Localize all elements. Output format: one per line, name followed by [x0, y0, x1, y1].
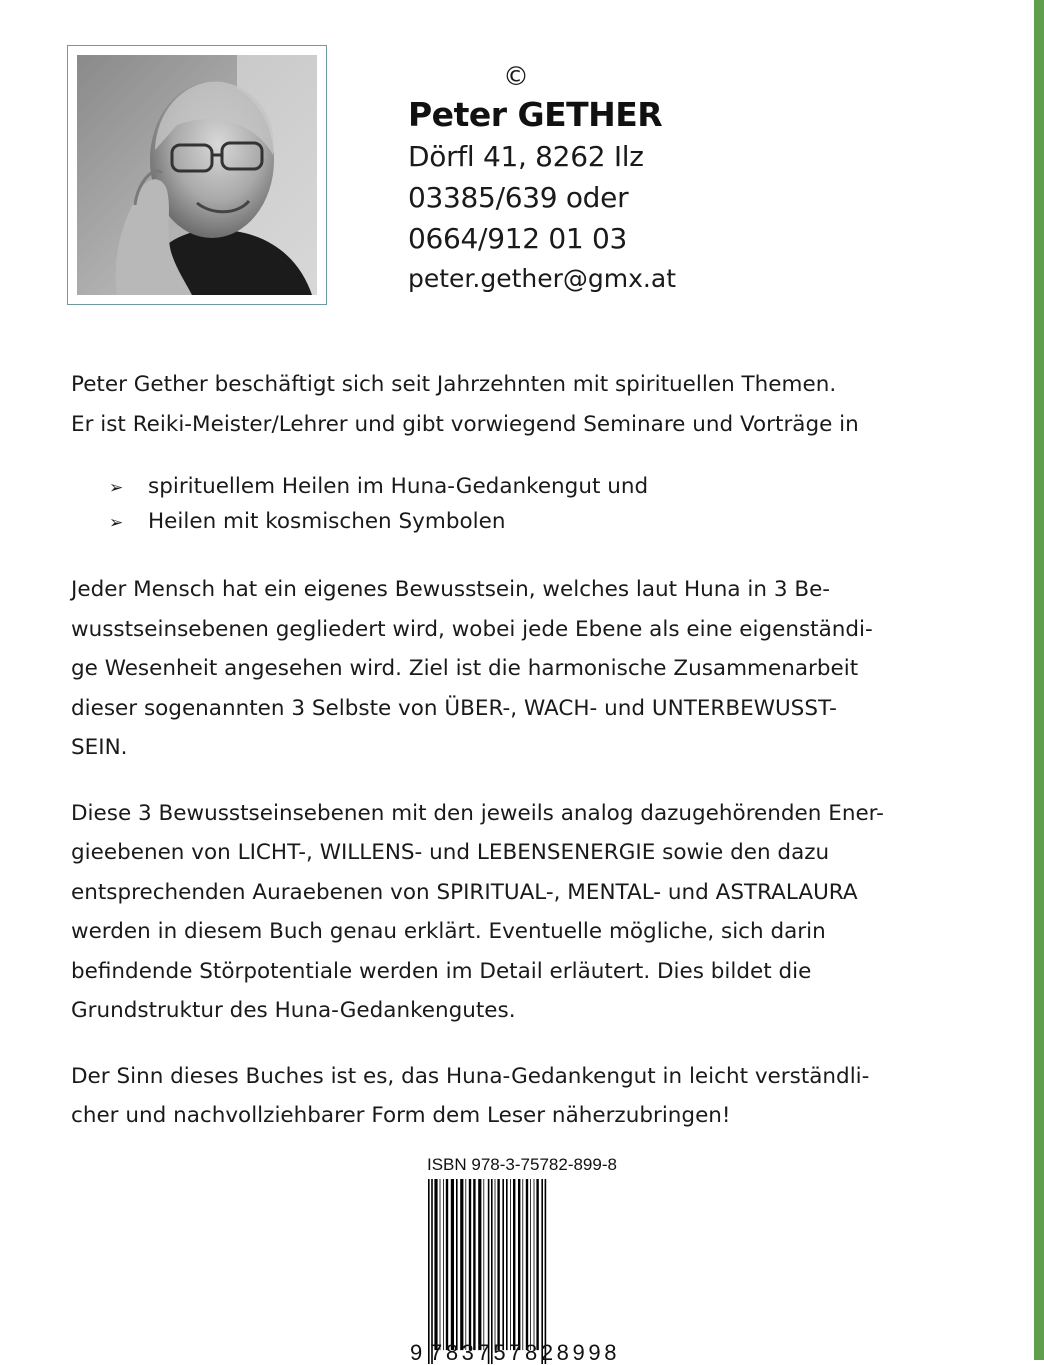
barcode-bar: [506, 1179, 508, 1350]
text-line: Jeder Mensch hat ein eigenes Bewusstsein, welches laut Huna in 3 Be-: [71, 577, 831, 602]
barcode-bar: [446, 1179, 448, 1350]
green-edge-strip: [1034, 0, 1044, 1360]
topic-list: [109, 470, 971, 540]
isbn-label: ISBN 978-3-75782-899-8: [427, 1155, 617, 1174]
author-phone-2: 0664/912 01 03: [408, 222, 627, 255]
barcode-digits-rest: 783757828998: [430, 1340, 621, 1365]
intro-paragraph: [71, 365, 971, 444]
barcode-bar: [495, 1179, 496, 1350]
barcode-bar: [431, 1179, 433, 1364]
text-line: befindende Störpotentiale werden im Detail erläutert. Dies bildet die: [71, 958, 812, 984]
barcode-bar: [483, 1179, 484, 1350]
paragraph-book-purpose: [71, 1057, 971, 1136]
author-address: Dörfl 41, 8262 Ilz: [408, 140, 644, 173]
barcode-bar: [518, 1179, 520, 1350]
text-line: gieebenen von LICHT-, WILLENS- und LEBENSENERGIE sowie den dazu: [71, 840, 830, 865]
text-line: entsprechenden Auraebenen von SPIRITUAL-, MENTAL- und ASTRALAURA: [71, 879, 858, 905]
barcode-bar: [545, 1179, 547, 1364]
intro-line: Er ist Reiki-Meister/Lehrer und gibt vorwiegend Seminare und Vorträge in: [71, 411, 859, 437]
list-item-text: Heilen mit kosmischen Symbolen: [148, 509, 506, 534]
author-name: Peter GETHER: [408, 95, 663, 134]
text-line: Diese 3 Bewusstseinsebenen mit den jeweils analog dazugehörenden Ener-: [71, 800, 884, 826]
text-line: werden in diesem Buch genau erklärt. Eventuelle mögliche, sich darin: [71, 919, 826, 944]
barcode-bar: [541, 1179, 543, 1364]
arrow-bullet-icon: ➢: [109, 478, 124, 498]
text-line: ge Wesenheit angesehen wird. Ziel ist die harmonische Zusammenarbeit: [71, 656, 859, 681]
barcode-bar: [522, 1179, 523, 1350]
text-line: Der Sinn dieses Buches ist es, das Huna-Gedankengut in leicht verständli-: [71, 1063, 870, 1089]
barcode-bar: [534, 1179, 535, 1350]
barcode-bar: [502, 1179, 504, 1350]
barcode-bar: [497, 1179, 499, 1350]
text-line: cher und nachvollziehbarer Form dem Leser näherzubringen!: [71, 1103, 731, 1128]
barcode-bar: [443, 1179, 444, 1350]
barcode-bar: [428, 1179, 430, 1364]
author-email: peter.gether@gmx.at: [408, 264, 677, 293]
arrow-bullet-icon: ➢: [109, 513, 124, 533]
book-description: [71, 365, 971, 1136]
barcode-bar: [526, 1179, 528, 1350]
barcode-bar: [536, 1179, 538, 1350]
author-contact-block: [408, 60, 968, 299]
copyright-symbol: ©: [503, 62, 529, 92]
list-item-text: spirituellem Heilen im Huna-Gedankengut und: [148, 474, 649, 499]
paragraph-huna-consciousness: [71, 570, 971, 768]
text-line: Grundstruktur des Huna-Gedankengutes.: [71, 998, 516, 1023]
barcode-digit-first: 9: [410, 1340, 424, 1365]
author-phone-1: 03385/639 oder: [408, 181, 629, 214]
barcode-bar: [473, 1179, 475, 1350]
barcode-bar: [456, 1179, 458, 1350]
barcode-bar: [451, 1179, 454, 1350]
barcode-bar: [491, 1179, 493, 1364]
barcode: [410, 1179, 630, 1364]
barcode-bar: [434, 1179, 437, 1350]
paragraph-energy-levels: [71, 794, 971, 1031]
author-photo: [77, 55, 317, 295]
isbn-block: [410, 1155, 630, 1365]
text-line: wusstseinsebenen gegliedert wird, wobei jede Ebene als eine eigenständi-: [71, 616, 873, 642]
text-line: dieser sogenannten 3 Selbste von ÜBER-, WACH- und UNTERBEWUSST-: [71, 695, 837, 721]
barcode-bar: [469, 1179, 471, 1350]
barcode-bar: [440, 1179, 441, 1350]
list-item: [109, 505, 971, 540]
barcode-bar: [478, 1179, 481, 1350]
author-photo-frame: [67, 45, 327, 305]
barcode-bar: [510, 1179, 511, 1350]
list-item: [109, 470, 971, 505]
barcode-bar: [530, 1179, 531, 1350]
intro-line: Peter Gether beschäftigt sich seit Jahrzehnten mit spirituellen Themen.: [71, 372, 837, 397]
barcode-bar: [465, 1179, 466, 1350]
text-line: SEIN.: [71, 735, 128, 760]
barcode-bar: [460, 1179, 463, 1350]
barcode-bar: [488, 1179, 490, 1364]
barcode-bar: [513, 1179, 515, 1350]
